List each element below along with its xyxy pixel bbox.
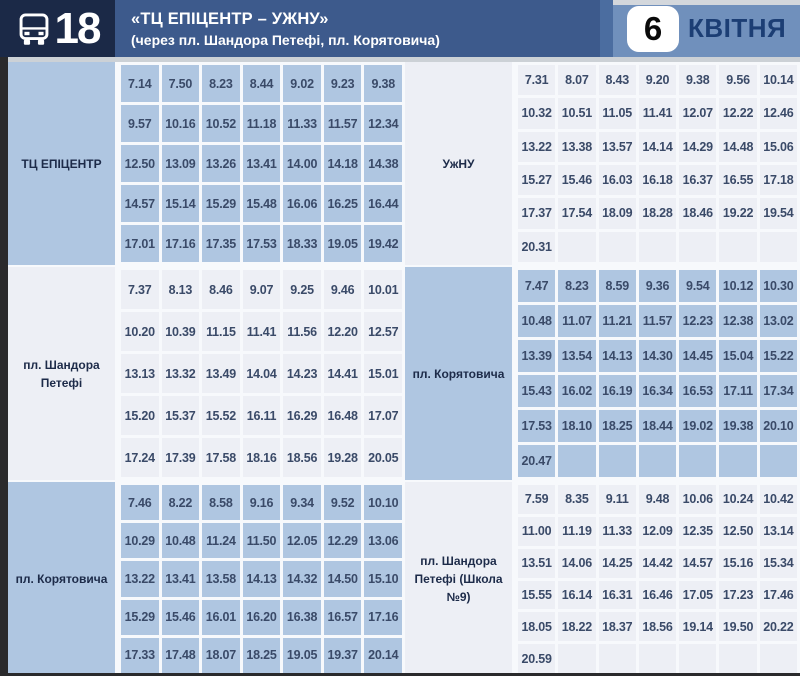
time-cell: 16.48 — [324, 396, 362, 435]
timetable-grid — [515, 482, 800, 676]
time-cell: 9.52 — [324, 485, 362, 520]
time-cell: 9.23 — [324, 65, 362, 102]
time-cell: 9.36 — [639, 270, 676, 302]
time-cell: 10.16 — [162, 105, 200, 142]
time-cell: 13.26 — [202, 145, 240, 182]
time-cell: 8.07 — [558, 65, 595, 95]
time-cell: 15.14 — [162, 185, 200, 222]
time-cell: 15.01 — [364, 354, 402, 393]
time-cell: 14.45 — [679, 340, 716, 372]
time-cell: 12.35 — [679, 517, 716, 546]
time-cell: 19.22 — [719, 198, 756, 228]
time-cell: 19.05 — [283, 638, 321, 673]
time-cell: 10.20 — [121, 312, 159, 351]
time-cell: 10.14 — [760, 65, 797, 95]
time-cell: 13.02 — [760, 305, 797, 337]
schedule-body — [0, 62, 800, 676]
time-cell: 13.39 — [518, 340, 555, 372]
time-cell — [599, 644, 636, 673]
time-cell: 11.00 — [518, 517, 555, 546]
time-cell — [639, 644, 676, 673]
time-cell: 10.51 — [558, 98, 595, 128]
time-cell: 14.13 — [243, 561, 281, 596]
stop-group — [405, 480, 800, 676]
time-cell — [760, 232, 797, 262]
time-cell: 12.29 — [324, 523, 362, 558]
time-cell: 11.57 — [639, 305, 676, 337]
time-cell — [599, 445, 636, 477]
time-cell: 7.50 — [162, 65, 200, 102]
time-cell: 10.42 — [760, 485, 797, 514]
time-cell: 10.30 — [760, 270, 797, 302]
time-cell: 15.22 — [760, 340, 797, 372]
time-cell: 8.59 — [599, 270, 636, 302]
time-cell: 7.59 — [518, 485, 555, 514]
time-cell — [719, 445, 756, 477]
time-cell: 18.09 — [599, 198, 636, 228]
time-cell: 16.57 — [324, 600, 362, 635]
time-cell: 7.14 — [121, 65, 159, 102]
time-cell: 17.34 — [760, 375, 797, 407]
time-cell: 14.25 — [599, 549, 636, 578]
time-cell: 15.55 — [518, 581, 555, 610]
time-cell: 19.02 — [679, 410, 716, 442]
time-cell: 15.46 — [558, 165, 595, 195]
time-cell: 17.48 — [162, 638, 200, 673]
time-cell: 15.43 — [518, 375, 555, 407]
time-cell: 18.33 — [283, 225, 321, 262]
time-cell: 18.25 — [243, 638, 281, 673]
time-cell: 10.01 — [364, 270, 402, 309]
time-cell: 17.39 — [162, 438, 200, 477]
time-cell: 17.18 — [760, 165, 797, 195]
time-cell: 16.37 — [679, 165, 716, 195]
time-cell: 16.01 — [202, 600, 240, 635]
time-cell: 9.34 — [283, 485, 321, 520]
time-cell: 16.44 — [364, 185, 402, 222]
time-cell: 10.48 — [162, 523, 200, 558]
time-cell: 15.16 — [719, 549, 756, 578]
route-number-box — [0, 0, 115, 57]
time-cell: 12.46 — [760, 98, 797, 128]
time-cell: 9.57 — [121, 105, 159, 142]
time-cell: 12.23 — [679, 305, 716, 337]
time-cell: 17.11 — [719, 375, 756, 407]
route-title-area — [115, 0, 600, 57]
time-cell: 17.01 — [121, 225, 159, 262]
time-cell: 20.22 — [760, 612, 797, 641]
time-cell: 7.37 — [121, 270, 159, 309]
timetable-grid — [118, 267, 405, 480]
time-cell: 9.25 — [283, 270, 321, 309]
time-cell: 15.46 — [162, 600, 200, 635]
time-cell — [599, 232, 636, 262]
time-cell: 14.18 — [324, 145, 362, 182]
time-cell: 20.47 — [518, 445, 555, 477]
time-cell: 10.32 — [518, 98, 555, 128]
date-area — [600, 0, 800, 57]
time-cell: 16.19 — [599, 375, 636, 407]
route-number: 18 — [54, 3, 100, 53]
time-cell: 12.57 — [364, 312, 402, 351]
timetable-grid — [515, 267, 800, 480]
time-cell: 15.29 — [121, 600, 159, 635]
time-cell: 9.20 — [639, 65, 676, 95]
time-cell: 7.47 — [518, 270, 555, 302]
time-cell: 8.22 — [162, 485, 200, 520]
time-cell: 10.24 — [719, 485, 756, 514]
time-cell: 16.03 — [599, 165, 636, 195]
time-cell — [679, 232, 716, 262]
time-cell: 8.35 — [558, 485, 595, 514]
time-cell: 17.05 — [679, 581, 716, 610]
time-cell: 14.38 — [364, 145, 402, 182]
time-cell: 12.38 — [719, 305, 756, 337]
time-cell: 15.20 — [121, 396, 159, 435]
stop-label: пл. Шандора Петефі — [8, 267, 115, 480]
time-cell: 19.14 — [679, 612, 716, 641]
time-cell: 12.20 — [324, 312, 362, 351]
stop-label: пл. Шандора Петефі (Школа №9) — [405, 482, 512, 676]
time-cell: 17.24 — [121, 438, 159, 477]
stop-label: ТЦ ЕПІЦЕНТР — [8, 62, 115, 265]
time-cell: 15.04 — [719, 340, 756, 372]
time-cell: 9.11 — [599, 485, 636, 514]
time-cell: 17.33 — [121, 638, 159, 673]
time-cell: 9.07 — [243, 270, 281, 309]
time-cell: 9.48 — [639, 485, 676, 514]
time-cell: 18.56 — [283, 438, 321, 477]
time-cell: 12.05 — [283, 523, 321, 558]
stop-label: УжНУ — [405, 62, 512, 265]
time-cell: 13.22 — [518, 132, 555, 162]
time-cell: 9.46 — [324, 270, 362, 309]
time-cell: 14.57 — [679, 549, 716, 578]
time-cell: 10.10 — [364, 485, 402, 520]
time-cell: 9.54 — [679, 270, 716, 302]
time-cell: 16.20 — [243, 600, 281, 635]
time-cell: 16.25 — [324, 185, 362, 222]
time-cell: 17.58 — [202, 438, 240, 477]
time-cell: 19.38 — [719, 410, 756, 442]
time-cell: 13.13 — [121, 354, 159, 393]
time-cell: 18.22 — [558, 612, 595, 641]
time-cell: 9.56 — [719, 65, 756, 95]
time-cell: 14.42 — [639, 549, 676, 578]
time-cell: 10.48 — [518, 305, 555, 337]
stop-group — [405, 265, 800, 480]
time-cell: 20.14 — [364, 638, 402, 673]
time-cell — [760, 644, 797, 673]
time-cell: 15.06 — [760, 132, 797, 162]
time-cell: 14.29 — [679, 132, 716, 162]
time-cell: 13.51 — [518, 549, 555, 578]
time-cell: 17.54 — [558, 198, 595, 228]
time-cell: 13.54 — [558, 340, 595, 372]
schedule-column-return — [405, 62, 800, 676]
time-cell: 14.00 — [283, 145, 321, 182]
time-cell: 18.10 — [558, 410, 595, 442]
time-cell: 18.28 — [639, 198, 676, 228]
time-cell: 14.13 — [599, 340, 636, 372]
time-cell — [719, 644, 756, 673]
time-cell: 18.37 — [599, 612, 636, 641]
time-cell: 11.33 — [283, 105, 321, 142]
time-cell: 15.52 — [202, 396, 240, 435]
timetable-grid — [118, 62, 405, 265]
time-cell: 17.53 — [518, 410, 555, 442]
time-cell: 12.07 — [679, 98, 716, 128]
time-cell: 16.06 — [283, 185, 321, 222]
time-cell: 14.04 — [243, 354, 281, 393]
time-cell: 10.12 — [719, 270, 756, 302]
time-cell: 7.46 — [121, 485, 159, 520]
time-cell: 18.56 — [639, 612, 676, 641]
time-cell: 16.38 — [283, 600, 321, 635]
time-cell — [679, 644, 716, 673]
time-cell: 14.50 — [324, 561, 362, 596]
time-cell — [719, 232, 756, 262]
time-cell: 17.16 — [364, 600, 402, 635]
time-cell: 11.56 — [283, 312, 321, 351]
time-cell: 19.54 — [760, 198, 797, 228]
time-cell: 18.44 — [639, 410, 676, 442]
time-cell: 13.41 — [162, 561, 200, 596]
stop-group — [8, 62, 405, 265]
timetable-grid — [118, 482, 405, 676]
time-cell: 12.22 — [719, 98, 756, 128]
time-cell: 8.13 — [162, 270, 200, 309]
time-cell — [558, 644, 595, 673]
date-day-box — [627, 6, 679, 52]
time-cell: 16.53 — [679, 375, 716, 407]
time-cell: 17.07 — [364, 396, 402, 435]
photo-left-edge — [0, 57, 8, 676]
time-cell: 11.24 — [202, 523, 240, 558]
time-cell: 13.32 — [162, 354, 200, 393]
time-cell: 11.57 — [324, 105, 362, 142]
time-cell: 16.02 — [558, 375, 595, 407]
time-cell: 10.52 — [202, 105, 240, 142]
time-cell: 8.23 — [202, 65, 240, 102]
time-cell: 15.48 — [243, 185, 281, 222]
time-cell: 17.23 — [719, 581, 756, 610]
time-cell: 11.19 — [558, 517, 595, 546]
time-cell: 11.07 — [558, 305, 595, 337]
time-cell: 12.50 — [719, 517, 756, 546]
time-cell: 9.16 — [243, 485, 281, 520]
time-cell: 15.37 — [162, 396, 200, 435]
route-subtitle: (через пл. Шандора Петефі, пл. Корятовича) — [131, 31, 440, 48]
time-cell: 20.31 — [518, 232, 555, 262]
date-month: КВІТНЯ — [688, 13, 787, 43]
time-cell: 8.44 — [243, 65, 281, 102]
time-cell: 10.39 — [162, 312, 200, 351]
time-cell: 13.58 — [202, 561, 240, 596]
time-cell: 11.41 — [639, 98, 676, 128]
stop-label: пл. Корятовича — [405, 267, 512, 480]
time-cell: 8.23 — [558, 270, 595, 302]
time-cell: 14.30 — [639, 340, 676, 372]
bus-icon — [16, 11, 52, 47]
time-cell: 15.34 — [760, 549, 797, 578]
time-cell: 12.09 — [639, 517, 676, 546]
time-cell: 18.16 — [243, 438, 281, 477]
time-cell — [639, 445, 676, 477]
time-cell: 19.37 — [324, 638, 362, 673]
time-cell: 9.38 — [679, 65, 716, 95]
time-cell: 11.18 — [243, 105, 281, 142]
time-cell: 11.21 — [599, 305, 636, 337]
time-cell: 14.32 — [283, 561, 321, 596]
time-cell: 17.35 — [202, 225, 240, 262]
time-cell: 20.10 — [760, 410, 797, 442]
time-cell: 19.50 — [719, 612, 756, 641]
time-cell: 20.59 — [518, 644, 555, 673]
time-cell — [558, 445, 595, 477]
time-cell: 16.31 — [599, 581, 636, 610]
time-cell: 17.37 — [518, 198, 555, 228]
time-cell: 16.29 — [283, 396, 321, 435]
time-cell: 18.46 — [679, 198, 716, 228]
time-cell: 10.06 — [679, 485, 716, 514]
time-cell: 14.41 — [324, 354, 362, 393]
time-cell: 16.18 — [639, 165, 676, 195]
time-cell: 16.11 — [243, 396, 281, 435]
time-cell: 11.15 — [202, 312, 240, 351]
time-cell: 14.48 — [719, 132, 756, 162]
time-cell: 17.46 — [760, 581, 797, 610]
time-cell: 19.28 — [324, 438, 362, 477]
time-cell: 10.29 — [121, 523, 159, 558]
time-cell: 8.43 — [599, 65, 636, 95]
time-cell: 13.14 — [760, 517, 797, 546]
time-cell — [558, 232, 595, 262]
stop-group — [8, 265, 405, 480]
time-cell: 9.02 — [283, 65, 321, 102]
time-cell: 18.25 — [599, 410, 636, 442]
date-day: 6 — [643, 9, 663, 47]
time-cell: 13.57 — [599, 132, 636, 162]
time-cell: 17.16 — [162, 225, 200, 262]
time-cell: 16.14 — [558, 581, 595, 610]
time-cell: 14.23 — [283, 354, 321, 393]
time-cell: 12.34 — [364, 105, 402, 142]
header-bar — [0, 0, 800, 57]
stop-group — [8, 480, 405, 676]
time-cell: 13.09 — [162, 145, 200, 182]
time-cell — [639, 232, 676, 262]
time-cell: 9.38 — [364, 65, 402, 102]
time-cell: 16.46 — [639, 581, 676, 610]
time-cell: 8.58 — [202, 485, 240, 520]
time-cell: 14.06 — [558, 549, 595, 578]
time-cell: 19.42 — [364, 225, 402, 262]
route-title: «ТЦ ЕПІЦЕНТР – УЖНУ» — [131, 9, 329, 28]
stop-group — [405, 62, 800, 265]
time-cell: 20.05 — [364, 438, 402, 477]
time-cell: 7.31 — [518, 65, 555, 95]
time-cell: 14.57 — [121, 185, 159, 222]
time-cell: 15.10 — [364, 561, 402, 596]
time-cell: 15.27 — [518, 165, 555, 195]
time-cell: 11.50 — [243, 523, 281, 558]
time-cell: 8.46 — [202, 270, 240, 309]
time-cell: 13.22 — [121, 561, 159, 596]
time-cell: 16.55 — [719, 165, 756, 195]
time-cell — [760, 445, 797, 477]
time-cell: 18.07 — [202, 638, 240, 673]
time-cell: 13.41 — [243, 145, 281, 182]
time-cell: 13.49 — [202, 354, 240, 393]
time-cell: 18.05 — [518, 612, 555, 641]
time-cell: 19.05 — [324, 225, 362, 262]
time-cell: 11.41 — [243, 312, 281, 351]
time-cell: 17.53 — [243, 225, 281, 262]
stop-label: пл. Корятовича — [8, 482, 115, 676]
time-cell: 13.38 — [558, 132, 595, 162]
schedule-column-outbound — [8, 62, 405, 676]
time-cell: 13.06 — [364, 523, 402, 558]
time-cell: 12.50 — [121, 145, 159, 182]
timetable-grid — [515, 62, 800, 265]
time-cell: 16.34 — [639, 375, 676, 407]
time-cell: 11.05 — [599, 98, 636, 128]
time-cell: 15.29 — [202, 185, 240, 222]
time-cell: 14.14 — [639, 132, 676, 162]
time-cell — [679, 445, 716, 477]
time-cell: 11.33 — [599, 517, 636, 546]
